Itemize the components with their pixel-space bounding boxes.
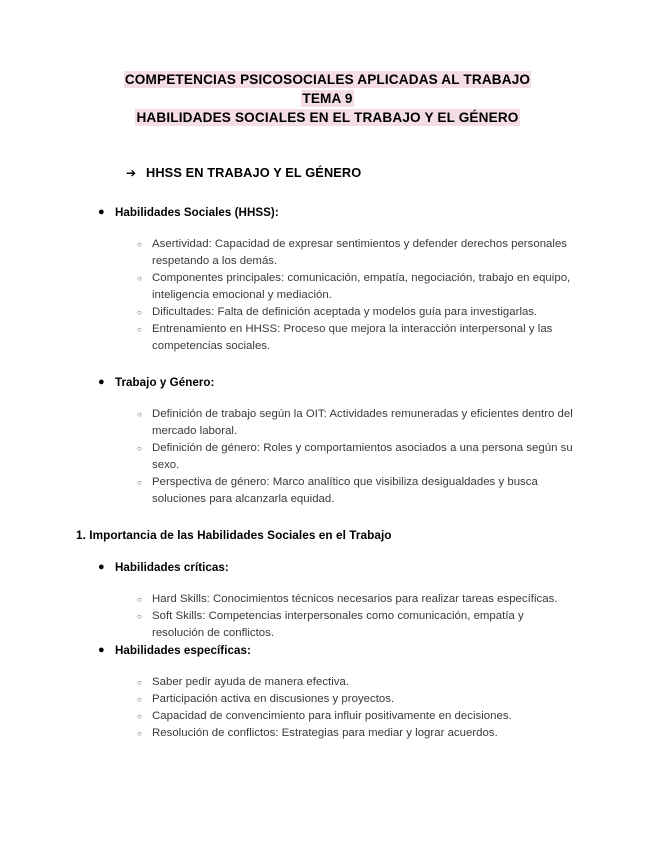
list-item [0, 440, 655, 474]
list-item [0, 674, 655, 691]
title-line-2-text: TEMA 9 [302, 91, 353, 106]
list-item [0, 304, 655, 321]
document-body [0, 204, 655, 742]
list-item-text: Entrenamiento en HHSS: Proceso que mejora la interacción interpersonal y las competencias sociales. [152, 323, 553, 352]
list-item-text: Definición de trabajo según la OIT: Actividades remuneradas y eficientes dentro del mercado laboral. [152, 408, 573, 437]
list-item [0, 591, 655, 608]
list-item [0, 474, 655, 508]
arrow-heading [126, 165, 361, 180]
list-item-text: Saber pedir ayuda de manera efectiva. [152, 676, 350, 688]
disc-bullet-icon: ● [98, 206, 105, 218]
circle-bullet-icon: ○ [137, 410, 142, 419]
title-line-2 [0, 89, 655, 108]
list-item [0, 708, 655, 725]
circle-bullet-icon: ○ [137, 308, 142, 317]
list-item [0, 608, 655, 642]
list-item [0, 236, 655, 270]
circle-bullet-icon: ○ [137, 595, 142, 604]
title-line-1-text: COMPETENCIAS PSICOSOCIALES APLICADAS AL TRABAJO [124, 72, 531, 87]
list-item [0, 691, 655, 708]
circle-bullet-icon: ○ [137, 678, 142, 687]
section-heading-label: Habilidades específicas: [115, 644, 251, 657]
list-item-text: Dificultades: Falta de definición aceptada y modelos guía para investigarlas. [152, 306, 538, 318]
title-line-3 [0, 108, 655, 127]
list-item [0, 321, 655, 355]
arrow-right-icon: ➔ [126, 166, 137, 180]
section-heading-label: Habilidades críticas: [115, 561, 229, 574]
disc-bullet-icon: ● [98, 644, 105, 656]
list-item-text: Componentes principales: comunicación, empatía, negociación, trabajo en equipo, inteligencia emocional y mediación. [152, 272, 571, 301]
circle-bullet-icon: ○ [137, 478, 142, 487]
numbered-section-heading: 1. Importancia de las Habilidades Sociales en el Trabajo [76, 528, 392, 542]
list-item-text: Hard Skills: Conocimientos técnicos necesarios para realizar tareas específicas. [152, 593, 558, 605]
list-item-text: Resolución de conflictos: Estrategias para mediar y lograr acuerdos. [152, 727, 498, 739]
spacer [0, 221, 655, 236]
spacer [0, 355, 655, 374]
spacer [0, 576, 655, 591]
list-item [0, 725, 655, 742]
spacer [0, 391, 655, 406]
list-item [0, 270, 655, 304]
spacer [0, 544, 655, 559]
list-item-text: Definición de género: Roles y comportamientos asociados a una persona según su sexo. [152, 442, 573, 471]
section-heading-trabajo-y-genero [0, 374, 655, 391]
section-heading-label: Trabajo y Género: [115, 376, 215, 389]
arrow-heading-label: HHSS EN TRABAJO Y EL GÉNERO [146, 165, 362, 180]
title-line-3-text: HABILIDADES SOCIALES EN EL TRABAJO Y EL GÉNERO [136, 110, 519, 125]
list-item-text: Perspectiva de género: Marco analítico que visibiliza desigualdades y busca soluciones para alcanzarla equidad. [152, 476, 538, 505]
section-heading-label: Habilidades Sociales (HHSS): [115, 206, 279, 219]
list-item [0, 406, 655, 440]
list-item-text: Participación activa en discusiones y proyectos. [152, 693, 395, 705]
circle-bullet-icon: ○ [137, 444, 142, 453]
circle-bullet-icon: ○ [137, 729, 142, 738]
section-heading-habilidades-especificas [0, 642, 655, 659]
list-item-text: Asertividad: Capacidad de expresar sentimientos y defender derechos personales respetando a los demás. [152, 238, 568, 267]
circle-bullet-icon: ○ [137, 712, 142, 721]
circle-bullet-icon: ○ [137, 325, 142, 334]
circle-bullet-icon: ○ [137, 274, 142, 283]
spacer [0, 659, 655, 674]
list-item-text: Soft Skills: Competencias interpersonales como comunicación, empatía y resolución de conflictos. [152, 610, 524, 639]
list-item-text: Capacidad de convencimiento para influir positivamente en decisiones. [152, 710, 512, 722]
spacer [0, 508, 655, 527]
circle-bullet-icon: ○ [137, 612, 142, 621]
disc-bullet-icon: ● [98, 561, 105, 573]
circle-bullet-icon: ○ [137, 695, 142, 704]
section-heading-habilidades-criticas [0, 559, 655, 576]
document-title-block [0, 70, 655, 127]
disc-bullet-icon: ● [98, 376, 105, 388]
circle-bullet-icon: ○ [137, 240, 142, 249]
section-heading-habilidades-sociales [0, 204, 655, 221]
title-line-1 [0, 70, 655, 89]
